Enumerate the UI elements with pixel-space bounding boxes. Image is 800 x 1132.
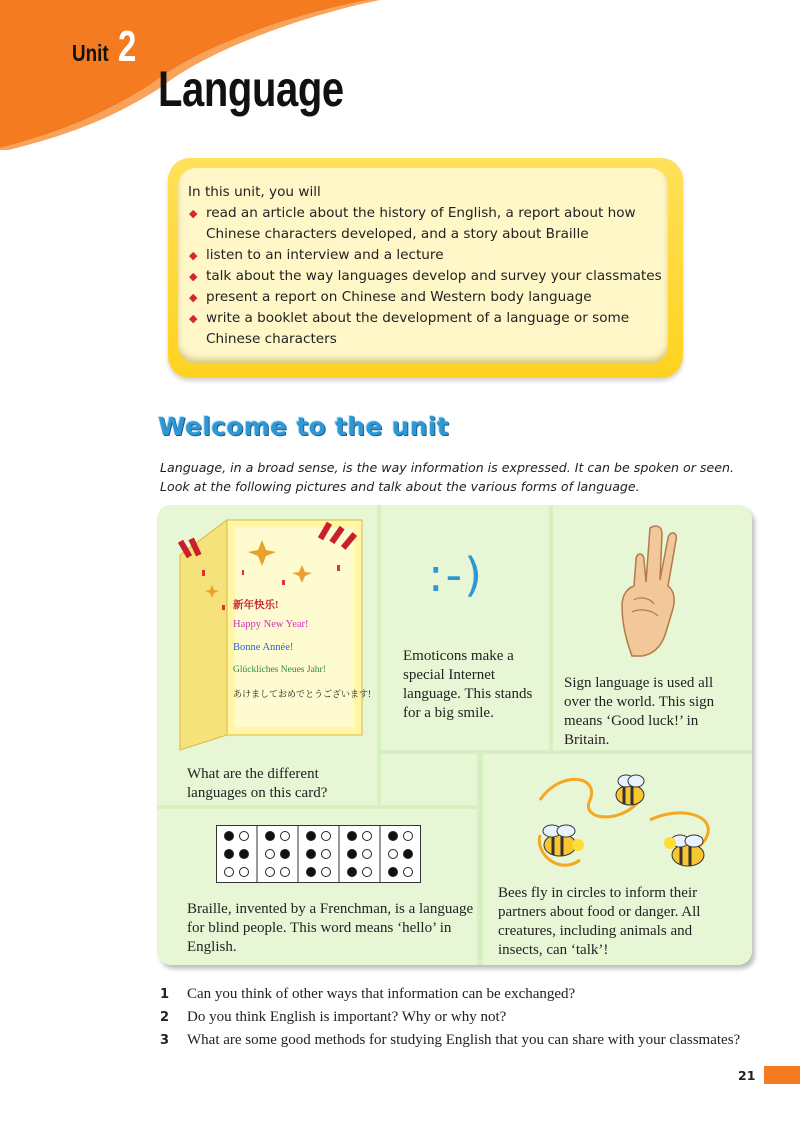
card-caption: What are the different languages on this card? [187,766,328,801]
card-line-japanese: あけましておめでとうございます! [233,689,371,699]
objectives-text [188,182,668,350]
question-item: 1 Can you think of other ways that information can be exchanged? [160,986,576,1002]
objective-item: ◆ read an article about the history of English, a report about how Chinese characters developed, and a story about Braille [189,205,636,242]
panel-fill [381,754,477,805]
emoticon-caption: Emoticons make a special Internet language. This stands for a big smile. [403,648,533,721]
bees-illustration [530,765,730,885]
diamond-bullet-icon: ◆ [189,249,198,262]
diamond-bullet-icon: ◆ [189,207,198,220]
section-heading: Welcome to the unit [158,412,449,441]
discussion-questions [160,984,760,1051]
objectives-intro: In this unit, you will [188,184,321,200]
objective-item: ◆ listen to an interview and a lecture [188,245,668,266]
section-intro: Language, in a broad sense, is the way information is expressed. It can be spoken or seen. Look at the following pictures and talk about the various forms of language. [160,460,734,494]
objective-item: ◆ talk about the way languages develop and survey your classmates [188,266,668,287]
question-item: 3 What are some good methods for studying English that you can share with your classmates? [160,1032,741,1048]
objective-item: ◆ present a report on Chinese and Western body language [188,287,668,308]
unit-number: 2 [118,22,137,71]
card-line-english: Happy New Year! [233,619,309,630]
card-line-french: Bonne Année! [233,642,294,653]
page-number-bar [764,1066,800,1084]
braille-hello-grid [216,825,421,883]
diamond-bullet-icon: ◆ [189,312,198,325]
smiley-emoticon: :-) [428,548,485,602]
objectives-list [188,203,668,350]
page-number: 21 [738,1068,756,1083]
card-line-german: Glückliches Neues Jahr! [233,665,326,675]
diamond-bullet-icon: ◆ [189,291,198,304]
diamond-bullet-icon: ◆ [189,270,198,283]
bees-caption: Bees fly in circles to inform their partners about food or danger. All creatures, including animals and insects, can ‘talk’! [498,885,701,958]
crossed-fingers-hand-icon [612,520,692,660]
unit-label: Unit [72,40,109,66]
greeting-card-illustration [172,510,372,755]
page-title: Language [158,61,344,117]
bee-icon [616,775,644,805]
sign-caption: Sign language is used all over the world. This sign means ‘Good luck!’ in Britain. [564,675,715,748]
objective-item: ◆ write a booklet about the development of a language or some Chinese characters [189,310,630,347]
braille-caption: Braille, invented by a Frenchman, is a language for blind people. This word means ‘hello’ in English. [187,901,474,955]
question-item: 2 Do you think English is important? Why or why not? [160,1009,507,1025]
card-line-chinese: 新年快乐! [233,600,279,611]
